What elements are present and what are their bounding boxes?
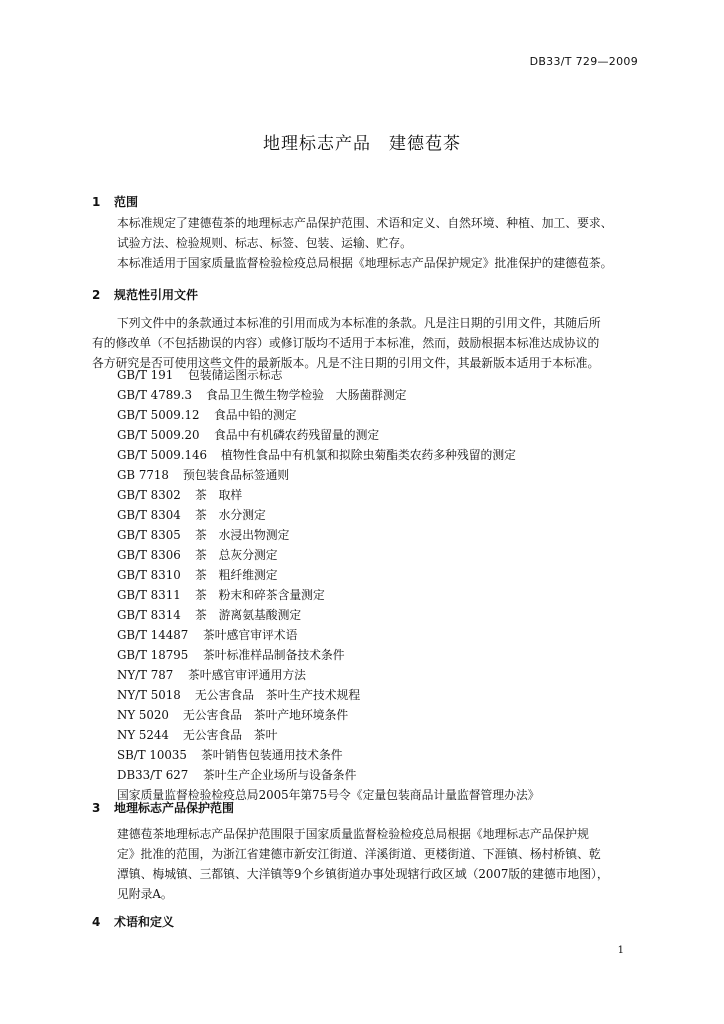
- reference-item: [117, 765, 540, 785]
- reference-item: [117, 505, 540, 525]
- reference-title: 食品中铅的测定: [214, 408, 297, 422]
- reference-item: [117, 685, 540, 705]
- reference-item: [117, 565, 540, 585]
- reference-title: 茶 总灰分测定: [195, 548, 278, 562]
- reference-item: [117, 425, 540, 445]
- text-line: 有的修改单（不包括勘误的内容）或修订版均不适用于本标准，然而，鼓励根据本标准达成协议的: [92, 336, 600, 350]
- reference-title: 茶叶感官审评术语: [203, 628, 298, 642]
- reference-code: GB/T 8314: [117, 608, 181, 622]
- reference-code: GB/T 4789.3: [117, 388, 192, 402]
- reference-code: SB/T 10035: [117, 748, 187, 762]
- reference-item: [117, 465, 540, 485]
- text-line: 下列文件中的条款通过本标准的引用而成为本标准的条款。凡是注日期的引用文件，其随后所: [117, 316, 601, 330]
- section-number: 4: [92, 915, 101, 929]
- text-line: 见附录A。: [117, 887, 173, 901]
- reference-title: 茶叶感官审评通用方法: [188, 668, 306, 682]
- reference-code: GB/T 5009.12: [117, 408, 200, 422]
- reference-title: 无公害食品 茶叶生产技术规程: [195, 688, 361, 702]
- reference-title: 食品卫生微生物学检验 大肠菌群测定: [206, 388, 407, 402]
- section-3-heading: [92, 799, 234, 816]
- section-3-paragraph: [117, 824, 609, 904]
- reference-item: [117, 585, 540, 605]
- reference-item: [117, 445, 540, 465]
- reference-code: DB33/T 627: [117, 768, 189, 782]
- text-line: 潭镇、梅城镇、三都镇、大洋镇等9个乡镇街道办事处现辖行政区域（2007版的建德市地图），: [117, 867, 609, 881]
- reference-item: [117, 545, 540, 565]
- text-line: 定》批准的范围，为浙江省建德市新安江街道、洋溪街道、更楼街道、下涯镇、杨村桥镇、乾: [117, 847, 601, 861]
- text-line: 本标准适用于国家质量监督检验检疫总局根据《地理标志产品保护规定》批准保护的建德苞茶。: [117, 256, 613, 270]
- reference-code: GB/T 14487: [117, 628, 189, 642]
- section-2-intro: [92, 313, 601, 373]
- reference-title: 茶 粉末和碎茶含量测定: [195, 588, 325, 602]
- text-line: 试验方法、检验规则、标志、标签、包装、运输、贮存。: [117, 236, 412, 250]
- reference-item: [117, 645, 540, 665]
- text-line: 本标准规定了建德苞茶的地理标志产品保护范围、术语和定义、自然环境、种植、加工、要求、: [117, 216, 613, 230]
- reference-title: 包装储运图示标志: [188, 368, 283, 382]
- reference-title: 食品中有机磷农药残留量的测定: [214, 428, 380, 442]
- section-number: 1: [92, 195, 101, 209]
- reference-title: 国家质量监督检验检疫总局2005年第75号令《定量包装商品计量监督管理办法》: [117, 788, 540, 802]
- reference-code: NY 5020: [117, 708, 169, 722]
- reference-title: 茶 游离氨基酸测定: [195, 608, 302, 622]
- reference-item: [117, 485, 540, 505]
- section-1-paragraph-2: [117, 253, 612, 273]
- reference-code: NY 5244: [117, 728, 169, 742]
- reference-title: 茶叶销售包装通用技术条件: [201, 748, 343, 762]
- reference-title: 茶叶生产企业场所与设备条件: [203, 768, 357, 782]
- reference-code: GB/T 8310: [117, 568, 181, 582]
- page-number: 1: [617, 945, 624, 956]
- reference-title: 预包装食品标签通则: [183, 468, 290, 482]
- reference-item: [117, 665, 540, 685]
- reference-title: 无公害食品 茶叶产地环境条件: [183, 708, 349, 722]
- reference-item: [117, 605, 540, 625]
- reference-code: GB/T 8311: [117, 588, 181, 602]
- reference-title: 茶 水浸出物测定: [195, 528, 290, 542]
- reference-title: 茶 取样: [195, 488, 243, 502]
- section-4-heading: [92, 913, 174, 930]
- reference-item: [117, 525, 540, 545]
- reference-title: 茶叶标准样品制备技术条件: [203, 648, 345, 662]
- reference-item: [117, 385, 540, 405]
- reference-code: GB/T 8304: [117, 508, 181, 522]
- reference-code: GB/T 8305: [117, 528, 181, 542]
- reference-list: [117, 365, 540, 805]
- standard-code: DB33/T 729—2009: [529, 55, 638, 68]
- reference-code: GB/T 191: [117, 368, 174, 382]
- section-title: 范围: [114, 195, 139, 209]
- reference-code: GB/T 5009.20: [117, 428, 200, 442]
- reference-title: 植物性食品中有机氯和拟除虫菊酯类农药多种残留的测定: [221, 448, 516, 462]
- reference-item: [117, 745, 540, 765]
- reference-item: [117, 705, 540, 725]
- text-line: 各方研究是否可使用这些文件的最新版本。凡是不注日期的引用文件，其最新版本适用于本标准。: [92, 356, 600, 370]
- section-title: 规范性引用文件: [114, 288, 199, 302]
- reference-code: NY/T 5018: [117, 688, 181, 702]
- reference-title: 无公害食品 茶叶: [183, 728, 278, 742]
- section-1-paragraph-1: [117, 213, 612, 253]
- reference-title: 茶 水分测定: [195, 508, 266, 522]
- reference-code: GB/T 18795: [117, 648, 189, 662]
- section-number: 2: [92, 288, 101, 302]
- section-1-heading: [92, 193, 138, 210]
- reference-item: [117, 725, 540, 745]
- reference-item: [117, 405, 540, 425]
- reference-item: [117, 365, 540, 385]
- reference-code: GB 7718: [117, 468, 169, 482]
- reference-code: GB/T 8306: [117, 548, 181, 562]
- text-line: 建德苞茶地理标志产品保护范围限于国家质量监督检验检疫总局根据《地理标志产品保护规: [117, 827, 589, 841]
- reference-title: 茶 粗纤维测定: [195, 568, 278, 582]
- reference-code: GB/T 5009.146: [117, 448, 207, 462]
- document-title: 地理标志产品 建德苞茶: [263, 134, 461, 154]
- reference-code: GB/T 8302: [117, 488, 181, 502]
- reference-code: NY/T 787: [117, 668, 174, 682]
- section-2-heading: [92, 286, 198, 303]
- reference-item: [117, 625, 540, 645]
- section-number: 3: [92, 801, 101, 815]
- section-title: 术语和定义: [114, 915, 175, 929]
- section-title: 地理标志产品保护范围: [114, 801, 235, 815]
